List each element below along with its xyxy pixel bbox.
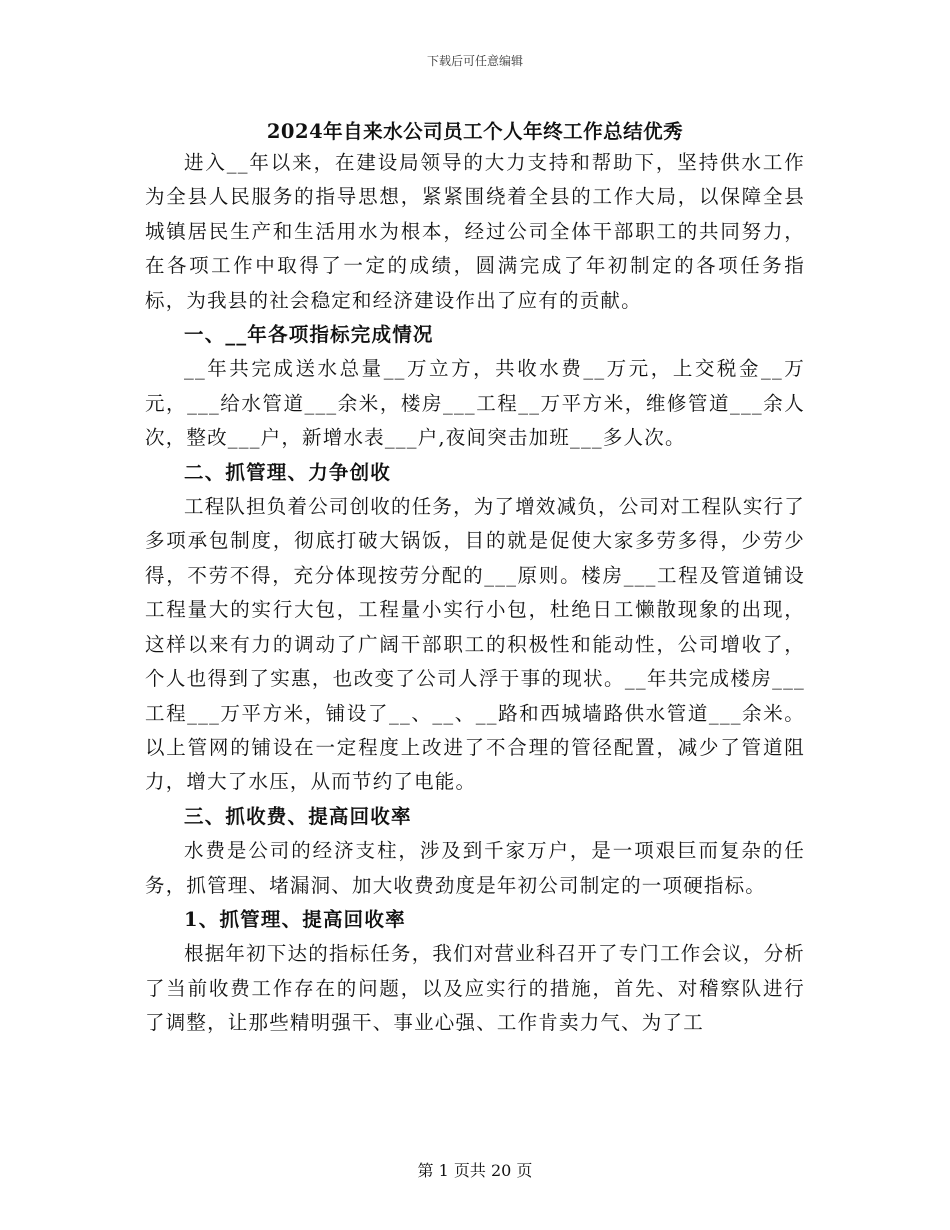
page-title: 2024年自来水公司员工个人年终工作总结优秀 — [266, 120, 684, 143]
section-2-heading: 二、抓管理、力争创收 — [184, 460, 392, 484]
subsection-1-paragraph: 根据年初下达的指标任务，我们对营业科召开了专门工作会议，分析了当前收费工作存在的问题，以及应实行的措施，首先、对稽察队进行了调整，让那些精明强干、事业心强、工作肯卖力气、为了工 — [145, 942, 806, 1035]
header-note: 下载后可任意编辑 — [426, 54, 523, 68]
section-3-paragraph: 水费是公司的经济支柱，涉及到千家万户，是一项艰巨而复杂的任务，抓管理、堵漏洞、加大收费劲度是年初公司制定的一项硬指标。 — [145, 839, 805, 897]
document-body — [145, 146, 805, 1041]
section-2-paragraph: 工程队担负着公司创收的任务，为了增效减负，公司对工程队实行了多项承包制度，彻底打破大锅饭，目的就是促使大家多劳多得，少劳少得，不劳不得，充分体现按劳分配的___原则。楼房___工程及管道铺设工程量大的实行大包，工程量小实行小包，杜绝日工懒散现象的出现，这样以来有力的调动了广阔干部职工的积极性和能动性，公司增收了，个人也得到了实惠，也改变了公司人浮于事的现状。__年共完成楼房___工程___万平方米，铺设了__、__、__路和西城墙路供水管道___余米。以上管网的铺设在一定程度上改进了不合理的管径配置，减少了管道阻力，增大了水压，从而节约了电能。 — [145, 495, 806, 794]
page-footer: 第 1 页共 20 页 — [417, 1161, 533, 1180]
intro-paragraph: 进入__年以来，在建设局领导的大力支持和帮助下，坚持供水工作为全县人民服务的指导思想，紧紧围绕着全县的工作大局，以保障全县城镇居民生产和生活用水为根本，经过公司全体干部职工的共同努力，在各项工作中取得了一定的成绩，圆满完成了年初制定的各项任务指标，为我县的社会稳定和经济建设作出了应有的贡献。 — [145, 151, 805, 312]
section-1-paragraph: __年共完成送水总量__万立方，共收水费__万元，上交税金__万元，___给水管道___余米，楼房___工程__万平方米，维修管道___余人次，整改___户，新增水表___户,夜间突击加班___多人次。 — [145, 357, 805, 450]
section-3-heading: 三、抓收费、提高回收率 — [184, 804, 412, 828]
subsection-1-heading: 1、抓管理、提高回收率 — [184, 907, 406, 931]
section-1-heading: 一、__年各项指标完成情况 — [184, 323, 434, 347]
